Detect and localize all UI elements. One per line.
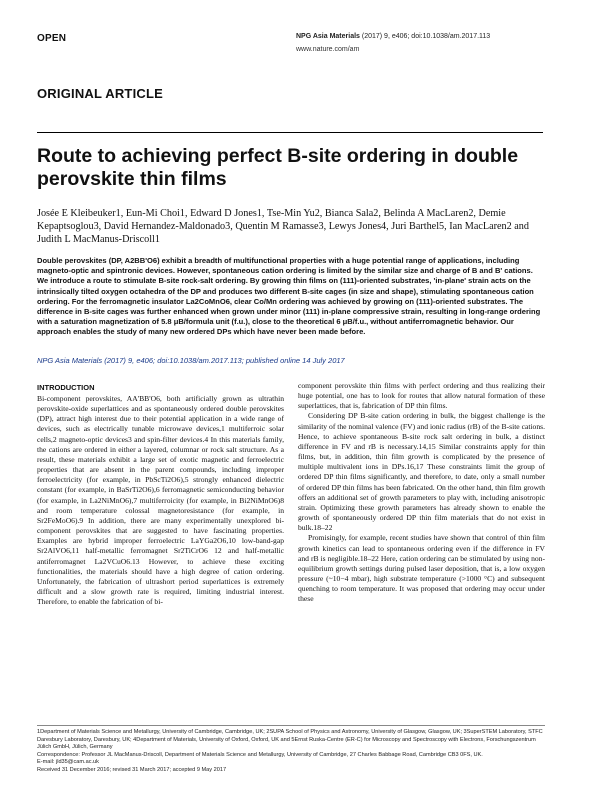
- footnote-divider: [37, 725, 545, 726]
- contact-email[interactable]: E-mail: jld35@cam.ac.uk: [37, 759, 99, 765]
- abstract: Double perovskites (DP, A2BB'O6) exhibit a breadth of multifunctional properties with a huge potential range of applications, including magneto-optic and spintronic devices. However, spontaneous cation ordering is limited by the similar size and charge of B and B' cations. We introduce a route to stimulate B-site rock-salt ordering. By growing thin films on (111)-oriented substrates, 'in-plane' strain acts on the intrinsically tilted oxygen octahedra of the DP and produces two different B-site cages (in size and shape), stimulating spontaneous cation ordering. For the ferromagnetic insulator La2CoMnO6, clear Co/Mn ordering was achieved by growing on (111)-oriented substrates. The difference in B-site cages was further enhanced when grown under minor (111) in-plane compressive strain, resulting in long-range ordering with a saturation magnetization of 5.8 μB/formula unit (f.u.), close to the theoretical 6 μB/f.u., without antiferromagnetic behavior. Our approach enables the study of many new ordered DPs which have never been made before.: [37, 256, 541, 337]
- affiliations: 1Department of Materials Science and Metallurgy, University of Cambridge, Cambridge, UK; 2SUPA School of Physics and Astronomy, University of Glasgow, Glasgow, UK; 3SuperSTEM Laboratory, STFC Daresbury Laboratory, Daresbury, UK; 4Department of Materials, University of Oxford, Oxford, UK and 5Ernst Ruska-Centre (ER-C) for Microscopy and Spectroscopy with Electrons, Forschungszentrum Jülich GmbH, Jülich, Germany: [37, 729, 543, 750]
- journal-website-link[interactable]: www.nature.com/am: [296, 46, 360, 53]
- intro-paragraph-3: Promisingly, for example, recent studies have shown that control of thin film growth kinetics can lead to spontaneous ordering even if the difference in FV and rB is negligible.18–22 Here, cation ordering can be stimulated by using non-equilibrium growth settings during pulsed laser deposition, that is, a low oxygen pressure (~10−4 mbar), high substrate temperature (>1000 °C) and subsequent quenching to room temperature. It was proposed that ordering may occur under these: [298, 533, 545, 604]
- footnotes: [37, 729, 545, 774]
- header-divider: [37, 132, 543, 133]
- body-column-right: [298, 381, 545, 604]
- intro-paragraph-1: Bi-component perovskites, AA'BB'O6, both artificially grown as ultrathin perovskite-oxide superlattices and as spontaneously ordered double perovskites (DP), attract high interest due to their potential application in a wide range of devices, such as electrically tunable microwave devices,1 multiferroic solar cells,2 magneto-optic devices3 and spin-filter devices.4 In this materials family, the cations are ordered in either a layered, columnar or rock salt structure. As a result, these materials exhibit a large set of exotic magnetic and ferroelectric properties that are absent in the parent compounds, including improper ferroelectricity (for example, in PbScTi2O6),5 strongly enhanced dielectric constant (for example, in BaSrTi2O6),6 ferromagnetic semiconducting behavior (for example, in La2NiMnO6),7 multiferroicity (for example, in Bi2NiMnO6)8 and room temperature colossal magnetoresistance (for example, in Sr2FeMoO6).9 In addition, there are many experimentally unexplored bi-component perovskites that are suggested to have fascinating properties. Examples are hybrid improper ferroelectric LaYGa2O6,10 low-band-gap Sr2AlVO6,11 half-metallic ferromagnet Sr2TiCrO6 12 and half-metallic antiferromagnet La2VCuO6.13 However, to achieve these exciting functionalities, the materials should have a high degree of cation ordering. Unfortunately, the fabrication of ultrashort period superlattices is extremely difficult and a slow growth rate is required, limiting industrial interest. Therefore, to enable the fabrication of bi-: [37, 394, 284, 607]
- correspondence: Correspondence: Professor JL MacManus-Driscoll, Department of Materials Science and Metallurgy, University of Cambridge, 27 Charles Babbage Road, Cambridge CB3 0FS, UK.: [37, 751, 483, 758]
- citation-line: NPG Asia Materials (2017) 9, e406; doi:10.1038/am.2017.113; published online 14 July 2017: [37, 356, 345, 365]
- received-dates: Received 31 December 2016; revised 31 March 2017; accepted 9 May 2017: [37, 766, 227, 773]
- intro-paragraph-continued: component perovskite thin films with perfect ordering and thus realizing their huge potential, one has to look for routes that allow natural formation of these superlattices, that is, fabrication of DP thin films.: [298, 381, 545, 411]
- article-title: Route to achieving perfect B-site ordering in double perovskite thin films: [37, 145, 519, 190]
- intro-paragraph-2: Considering DP B-site cation ordering in bulk, the biggest challenge is the similarity of the nominal valence (FV) and ionic radius (rB) of the B-site cations. Hence, to achieve spontaneous B-site rock salt ordering in bulk, a distinct difference in FV and rB is necessary.14,15 Similar constraints apply for thin films, but, in addition, thin film growth is complicated by the presence of multiple multivalent ions in DPs.16,17 These constraints limit the group of ordered DP thin films significantly, and therefore, to date, only a small number of ordered DP thin films has been fabricated. On the other hand, thin film growth offers an additional set of growth parameters to play with, including anisotropic strain. Optimizing these growth parameters has already shown to enable the growth of spontaneously ordered DP thin film materials that do not exist in bulk.18–22: [298, 411, 545, 533]
- author-list: Josée E Kleibeuker1, Eun-Mi Choi1, Edward D Jones1, Tse-Min Yu2, Bianca Sala2, Belinda A MacLaren2, Demie Kepaptsoglou3, David Hernandez-Maldonado3, Quentin M Ramasse3, Lewys Jones4, Juri Barthel5, Ian MacLaren2 and Judith L MacManus-Driscoll1: [37, 208, 529, 246]
- section-heading-introduction: INTRODUCTION: [37, 383, 95, 392]
- article-type: ORIGINAL ARTICLE: [37, 86, 163, 101]
- journal-reference: [296, 33, 490, 40]
- journal-name: NPG Asia Materials: [296, 33, 360, 40]
- journal-volume-doi: (2017) 9, e406; doi:10.1038/am.2017.113: [359, 33, 491, 40]
- body-column-left: [37, 394, 284, 607]
- open-access-label: OPEN: [37, 33, 67, 44]
